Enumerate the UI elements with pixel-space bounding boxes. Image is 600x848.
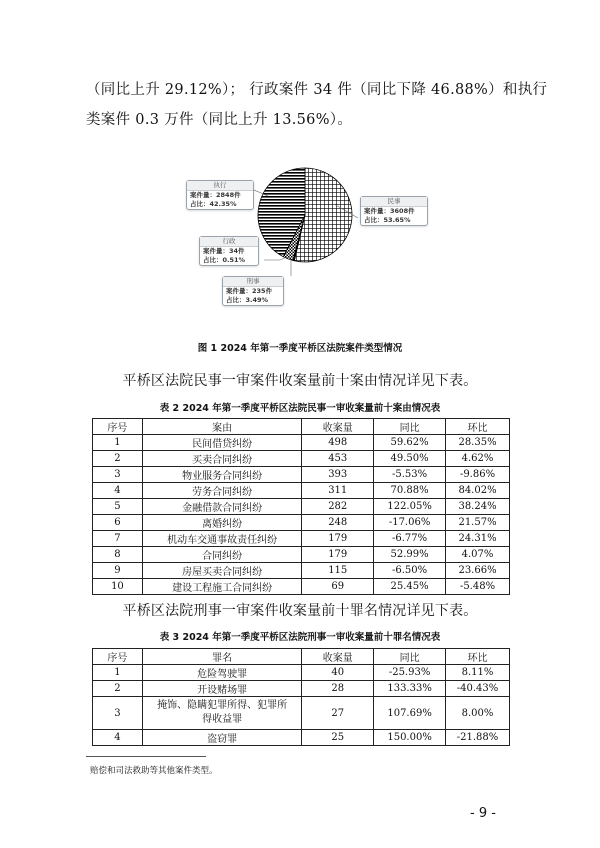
table2-cell: 179: [302, 547, 374, 563]
table2-cell: 2: [93, 451, 143, 467]
table2-cell: 6: [93, 515, 143, 531]
table-row: [93, 531, 510, 547]
table3-caption: 表 3 2024 年第一季度平桥区法院刑事一审收案量前十罪名情况表: [159, 632, 441, 643]
table3-cell: 掩饰、隐瞒犯罪所得、犯罪所 得收益罪: [142, 697, 302, 730]
callout-administrative: [199, 236, 259, 266]
table2-cell: 民间借贷纠纷: [142, 435, 301, 451]
table2-cell: 离婚纠纷: [142, 515, 301, 531]
table2-cell: 9: [93, 563, 143, 579]
table2-cell: 311: [302, 483, 374, 499]
callout-execution-title: 执行: [187, 181, 253, 191]
table3-cell: 2: [93, 681, 143, 697]
table2-cell: 69: [302, 579, 374, 595]
table2-cell: 282: [302, 499, 374, 515]
page-number: - 9 -: [470, 806, 496, 821]
callout-civil: [360, 196, 428, 226]
table-row: [93, 483, 510, 499]
table2-cell: 38.24%: [446, 499, 510, 515]
table2-cell: 机动车交通事故责任纠纷: [142, 531, 301, 547]
table2-cell: 248: [302, 515, 374, 531]
table3-header-cell: 同比: [374, 649, 446, 665]
table2-header-row: [93, 419, 510, 435]
table3-cell: 27: [302, 697, 374, 730]
table2-cell: 179: [302, 531, 374, 547]
table-row: [93, 665, 510, 681]
table3-cell: 25: [302, 730, 374, 746]
table2-cell: 25.45%: [374, 579, 446, 595]
table-civil-top10: [92, 418, 510, 595]
table3-cell: 4: [93, 730, 143, 746]
table2-cell: 28.35%: [446, 435, 510, 451]
figure-caption: 图 1 2024 年第一季度平桥区法院案件类型情况: [197, 343, 403, 354]
table2-cell: 4.62%: [446, 451, 510, 467]
table3-header-row: [93, 649, 510, 665]
table-criminal-top10: [92, 648, 510, 746]
table2-cell: 建设工程施工合同纠纷: [142, 579, 301, 595]
table2-cell: 453: [302, 451, 374, 467]
pie-slices: [258, 168, 352, 262]
table2-cell: 52.99%: [374, 547, 446, 563]
table2-cell: 70.88%: [374, 483, 446, 499]
callout-civil-share: 占比：53.65%: [364, 216, 411, 224]
callout-administrative-share: 占比：0.51%: [203, 256, 246, 264]
table2-cell: 49.50%: [374, 451, 446, 467]
table3-cell: 3: [93, 697, 143, 730]
footnote-divider: [86, 756, 206, 757]
table3-cell: 150.00%: [374, 730, 446, 746]
table2-cell: -5.48%: [446, 579, 510, 595]
table3-cell: 开设赌场罪: [142, 681, 302, 697]
table2-cell: 8: [93, 547, 143, 563]
table2-cell: 393: [302, 467, 374, 483]
table2-cell: 劳务合同纠纷: [142, 483, 301, 499]
table2-header-cell: 环比: [446, 419, 510, 435]
table3-header-cell: 环比: [446, 649, 510, 665]
callout-civil-count: 案件量：3608件: [364, 207, 415, 215]
table-row: [93, 730, 510, 746]
table2-cell: 24.31%: [446, 531, 510, 547]
table2-cell: 23.66%: [446, 563, 510, 579]
table-row: [93, 547, 510, 563]
callout-criminal-share: 占比：3.49%: [226, 296, 269, 304]
callout-administrative-count: 案件量：34件: [203, 247, 245, 255]
table-row: [93, 681, 510, 697]
table3-cell: 8.00%: [446, 697, 510, 730]
table2-cell: -5.53%: [374, 467, 446, 483]
table3-cell: 危险驾驶罪: [142, 665, 302, 681]
callout-civil-title: 民事: [361, 197, 427, 207]
callout-execution-share: 占比：42.35%: [190, 200, 237, 208]
table3-cell: 1: [93, 665, 143, 681]
table2-cell: -9.86%: [446, 467, 510, 483]
callout-criminal-count: 案件量：235件: [226, 287, 273, 295]
callout-administrative-title: 行政: [200, 237, 258, 247]
table3-header-cell: 收案量: [302, 649, 374, 665]
table3-header-cell: 序号: [93, 649, 143, 665]
callout-criminal-title: 刑事: [223, 277, 283, 287]
callout-criminal: [222, 276, 284, 306]
table2-cell: 4.07%: [446, 547, 510, 563]
table2-cell: 房屋买卖合同纠纷: [142, 563, 301, 579]
table2-cell: 1: [93, 435, 143, 451]
table-row: [93, 499, 510, 515]
table-row: [93, 515, 510, 531]
table2-cell: 物业服务合同纠纷: [142, 467, 301, 483]
table2-cell: 122.05%: [374, 499, 446, 515]
callout-execution-count: 案件量：2848件: [190, 191, 241, 199]
table2-cell: 21.57%: [446, 515, 510, 531]
table-row: [93, 563, 510, 579]
table2-cell: 7: [93, 531, 143, 547]
callout-execution: [186, 180, 254, 210]
table2-cell: 59.62%: [374, 435, 446, 451]
table-row: [93, 435, 510, 451]
table2-header-cell: 收案量: [302, 419, 374, 435]
table3-cell: 盗窃罪: [142, 730, 302, 746]
table-row: [93, 697, 510, 730]
table2-cell: 5: [93, 499, 143, 515]
table2-cell: 合同纠纷: [142, 547, 301, 563]
table-row: [93, 467, 510, 483]
sentence-civil-intro: 平桥区法院民事一审案件收案量前十案由情况详见下表。: [122, 373, 478, 389]
table2-cell: 10: [93, 579, 143, 595]
table2-cell: -17.06%: [374, 515, 446, 531]
table3-cell: 133.33%: [374, 681, 446, 697]
table3-cell: -21.88%: [446, 730, 510, 746]
table3-cell: 40: [302, 665, 374, 681]
table3-cell: -40.43%: [446, 681, 510, 697]
table2-cell: 买卖合同纠纷: [142, 451, 301, 467]
table2-cell: 4: [93, 483, 143, 499]
table2-cell: 3: [93, 467, 143, 483]
table2-caption: 表 2 2024 年第一季度平桥区法院民事一审收案量前十案由情况表: [159, 403, 441, 414]
table2-cell: -6.50%: [374, 563, 446, 579]
table3-cell: 28: [302, 681, 374, 697]
paragraph-line-2: 类案件 0.3 万件（同比上升 13.56%）。: [86, 112, 353, 128]
table3-cell: -25.93%: [374, 665, 446, 681]
leader-line-administrative: [264, 257, 287, 260]
table-row: [93, 579, 510, 595]
table2-header-cell: 案由: [142, 419, 301, 435]
table3-header-cell: 罪名: [142, 649, 302, 665]
table2-cell: 84.02%: [446, 483, 510, 499]
table2-cell: 498: [302, 435, 374, 451]
table2-cell: -6.77%: [374, 531, 446, 547]
sentence-criminal-intro: 平桥区法院刑事一审案件收案量前十罪名情况详见下表。: [122, 603, 478, 619]
table2-header-cell: 同比: [374, 419, 446, 435]
paragraph-line-1: （同比上升 29.12%）； 行政案件 34 件（同比下降 46.88%）和执行: [86, 82, 548, 98]
table3-cell: 107.69%: [374, 697, 446, 730]
table2-header-cell: 序号: [93, 419, 143, 435]
table2-cell: 115: [302, 563, 374, 579]
table-row: [93, 451, 510, 467]
table3-cell: 8.11%: [446, 665, 510, 681]
table2-cell: 金融借款合同纠纷: [142, 499, 301, 515]
footnote: 赔偿和司法救助等其他案件类型。: [90, 766, 218, 776]
